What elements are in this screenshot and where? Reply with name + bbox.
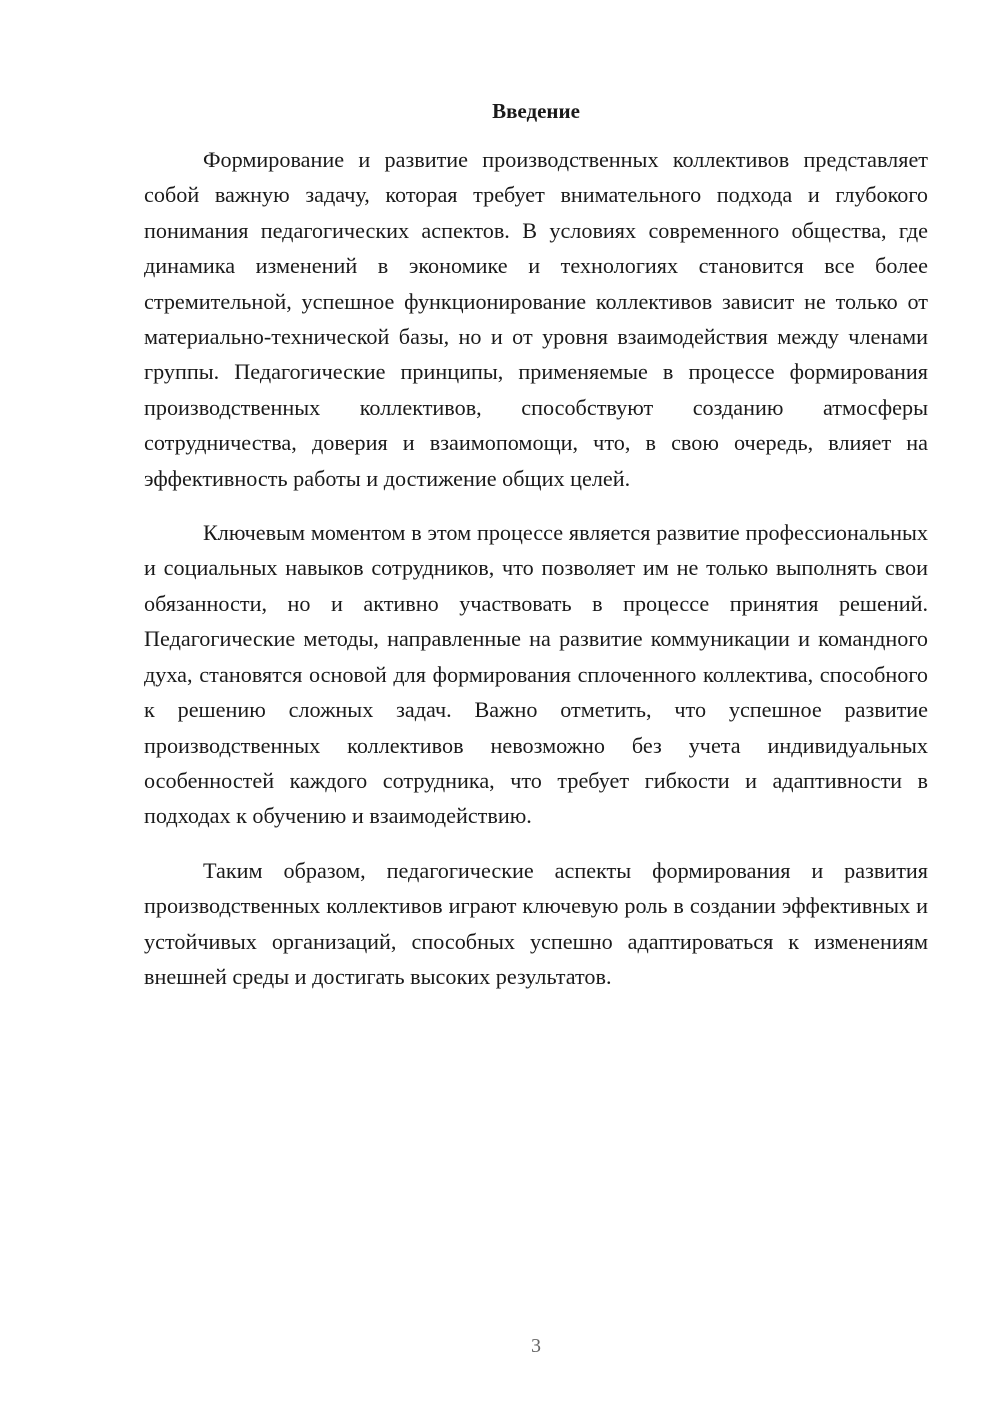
page-number: 3: [531, 1335, 541, 1357]
section-heading: Введение: [492, 99, 580, 123]
paragraph: Таким образом, педагогические аспекты формирования и развития производственных коллективов играют ключевую роль в создании эффективных и устойчивых организаций, способных успешно адаптироваться к изменениям внешней среды и достигать высоких результатов.: [144, 857, 928, 989]
body-text: [144, 142, 928, 994]
paragraph: Ключевым моментом в этом процессе является развитие профессиональных и социальных навыков сотрудников, что позволяет им не только выполнять свои обязанности, но и активно участвовать в процессе принятия решений. Педагогические методы, направленные на развитие коммуникации и командного духа, становятся основой для формирования сплоченного коллектива, способного к решению сложных задач. Важно отметить, что успешное развитие производственных коллективов невозможно без учета индивидуальных особенностей каждого сотрудника, что требует гибкости и адаптивности в подходах к обучению и взаимодействию.: [144, 520, 928, 829]
paragraph: Формирование и развитие производственных коллективов представляет собой важную задачу, которая требует внимательного подхода и глубокого понимания педагогических аспектов. В условиях современного общества, где динамика изменений в экономике и технологиях становится все более стремительной, успешное функционирование коллективов зависит не только от материально-технической базы, но и от уровня взаимодействия между членами группы. Педагогические принципы, применяемые в процессе формирования производственных коллективов, способствуют созданию атмосферы сотрудничества, доверия и взаимопомощи, что, в свою очередь, влияет на эффективность работы и достижение общих целей.: [144, 147, 928, 491]
